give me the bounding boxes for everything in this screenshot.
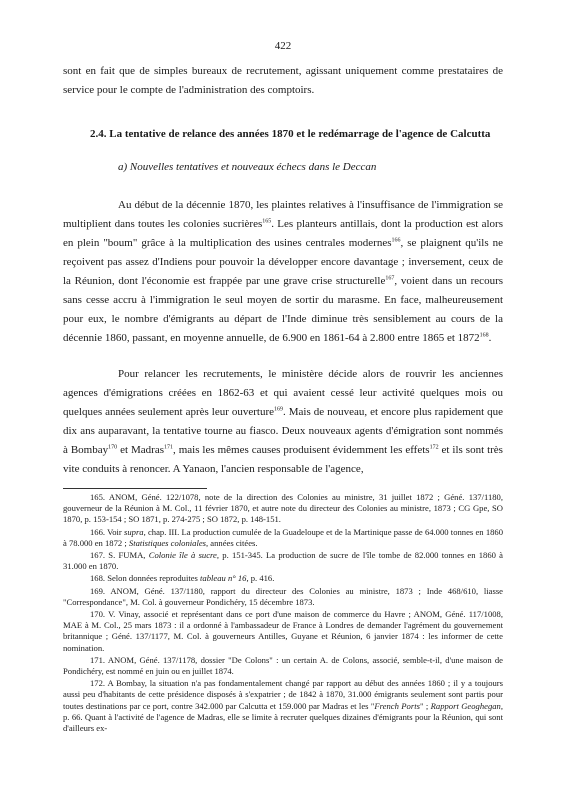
footnotes <box>63 492 503 735</box>
footnote-169: 169. ANOM, Géné. 137/1180, rapport du directeur des Colonies au ministre, 1873 ; Inde 468/610, liasse "Correspondance", M. Col. à gouverneur Pondichéry, 15 décembre 1873. <box>63 585 503 607</box>
footnote-separator <box>63 488 207 489</box>
footnote-165: 165. ANOM, Géné. 122/1078, note de la direction des Colonies au ministre, 31 juillet 1872 ; Géné. 137/1180, gouverneur de la Réunion à M. Col., 11 février 1870, et autre note du directeur des Colonies au ministre, 1873 ; CG Gpe, SO 1870, p. 153-154 ; SO 1871, p. 274-275 ; SO 1872, p. 148-151. <box>63 492 503 525</box>
subsection-heading: a) Nouvelles tentatives et nouveaux échecs dans le Deccan <box>118 161 377 173</box>
paragraph-top: sont en fait que de simples bureaux de recrutement, agissant uniquement comme prestataires de service pour le compte de l'administration des comptoirs. <box>63 65 503 96</box>
footnote-ref-169[interactable]: 169 <box>274 406 284 413</box>
footnote-ref-171[interactable]: 171 <box>163 444 173 451</box>
footnote-167: 167. S. FUMA, Colonie île à sucre, p. 151-345. La production de sucre de l'île tombe de 82.000 tonnes en 1860 à 31.000 en 1870. <box>63 550 503 572</box>
paragraph-1: Au début de la décennie 1870, les plaintes relatives à l'insuffisance de l'immigration se multiplient dans toutes les colonies sucrières$^{165}$. Les planteurs antillais, dont la production est alors en plein "boum" grâce à la multiplication des usines centrales modernes$^{166}$, se plaignent qu'ils ne reçoivent pas assez d'Indiens pour pouvoir la développer encore davantage ; inversement, ceux de la Réunion, dont l'économie est frappée par une grave crise structurelle$^{167}$, voient dans un recours sans cesse accru à l'immigration le seul moyen de sortir du marasme. En face, malheureusement pour eux, le nombre d'émigrants au départ de l'Inde diminue très sensiblement au cours de la décennie 1860, passant, en moyenne annuelle, de 6.900 en 1861-64 à 2.800 entre 1865 et 1872$^{168}$. <box>63 199 504 344</box>
footnote-ref-167[interactable]: 167 <box>385 275 395 282</box>
footnote-ref-172[interactable]: 172 <box>429 444 439 451</box>
footnote-172: 172. A Bombay, la situation n'a pas fondamentalement changé par rapport au début des années 1860 ; il y a toujours aussi peu d'habitants de cette présidence disposés à s'expatrier ; de 1842 à 1870, 31.000 émigrants seulement sont partis pour toutes destinations par ce port, contre 342.000 par Calcutta et 159.000 par Madras et les "French Ports" ; Rapport Geoghegan, p. 66. Quant à l'activité de l'agence de Madras, elle se limite à recruter quelques dizaines d'émigrants pour la Réunion, qui sont d'ailleurs ex- <box>63 678 504 734</box>
footnote-ref-165[interactable]: 165 <box>262 218 272 225</box>
footnote-166: 166. Voir supra, chap. III. La production cumulée de la Guadeloupe et de la Martinique passe de 64.000 tonnes en 1860 à 78.000 en 1872 ; Statistiques coloniales, années citées. <box>63 526 504 548</box>
footnote-ref-166[interactable]: 166 <box>391 237 401 244</box>
footnote-168: 168. Selon données reproduites tableau n° 16, p. 416. <box>90 573 275 584</box>
footnote-171: 171. ANOM, Géné. 137/1178, dossier "De Colons" : un certain A. de Colons, associé, semble-t-il, d'une maison de Pondichéry, est nommé en juin ou en juillet 1874. <box>63 654 503 677</box>
paragraph-2: Pour relancer les recrutements, le ministère décide alors de rouvrir les anciennes agences d'émigrations créées en 1862-63 et qui avaient cessé leur activité quelques mois ou quelques années seulement après leur ouverture$^{169}$. Mais de nouveau, et encore plus rapidement que dix ans auparavant, la tentative tourne au fiasco. Deux nouveaux agents d'émigration sont nommés à Bombay$^{170}$ et Madras$^{171}$, mais les mêmes causes produisent évidemment les effets$^{172}$ et ils sont très vite conduits à renoncer. A Yanaon, l'ancien responsable de l'agence, <box>63 368 503 475</box>
page-number: 422 <box>274 40 292 52</box>
footnote-170: 170. V. Vinay, associé et représentant dans ce port d'une maison de commerce du Havre ; ANOM, Géné. 117/1008, MAE à M. Col., 25 mars 1873 : il a ordonné à l'ambassadeur de France à Londres de demander l'agrément du gouvernement britannique ; Géné. 137/1177, M. Col. à gouverneurs Antilles, Guyane et Réunion, 6 janvier 1874 : les informer de cette nomination. <box>63 609 503 653</box>
footnote-ref-170[interactable]: 170 <box>108 444 118 451</box>
section-heading: 2.4. La tentative de relance des années 1870 et le redémarrage de l'agence de Calcutta <box>90 128 491 140</box>
footnote-ref-168[interactable]: 168 <box>479 332 489 339</box>
